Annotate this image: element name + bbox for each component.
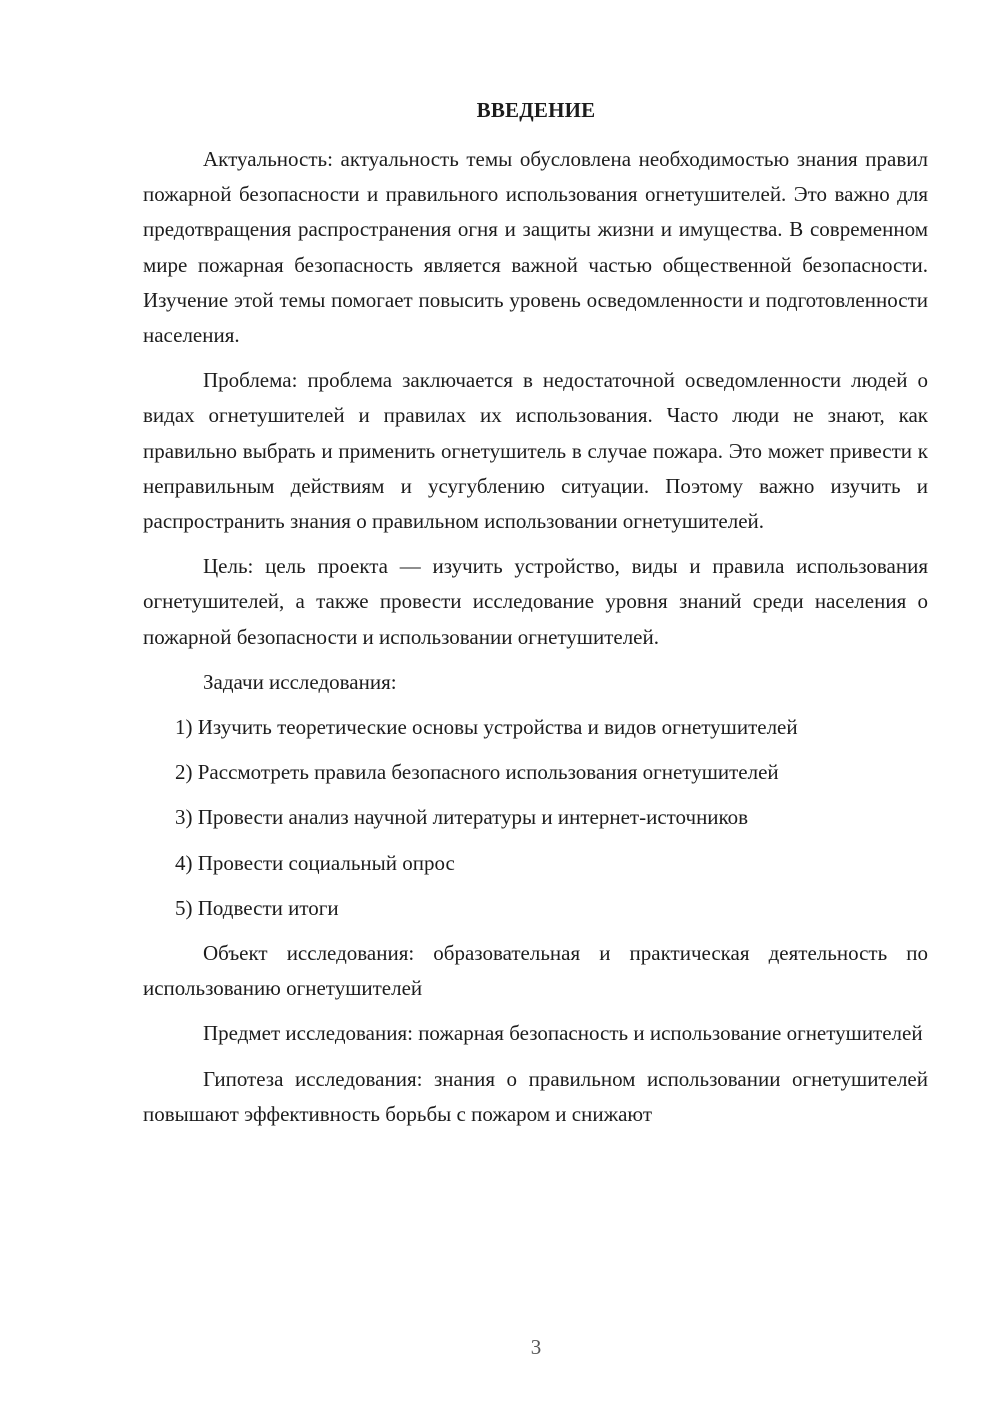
page-title: ВВЕДЕНИЕ [476, 98, 596, 122]
goal-paragraph: Цель: цель проекта — изучить устройство, виды и правила использования огнетушителей, а также провести исследование уровня знаний среди населения о пожарной безопасности и использовании огнетушителей. [143, 554, 928, 649]
object-paragraph: Объект исследования: образовательная и практическая деятельность по использованию огнетушителей [143, 941, 928, 1001]
page-number: 3 [530, 1335, 542, 1359]
document-body [143, 142, 928, 1142]
task-item: 1) Изучить теоретические основы устройства и видов огнетушителей [175, 715, 798, 740]
task-item: 3) Провести анализ научной литературы и интернет-источников [175, 805, 749, 830]
problem-paragraph: Проблема: проблема заключается в недостаточной осведомленности людей о видах огнетушителей и правилах их использования. Часто люди не знают, как правильно выбрать и применить огнетушитель в случае пожара. Это может привести к неправильным действиям и усугублению ситуации. Поэтому важно изучить и распространить знания о правильном использовании огнетушителей. [143, 368, 928, 534]
tasks-list [143, 710, 928, 926]
task-item: 4) Провести социальный опрос [175, 850, 455, 875]
hypothesis-paragraph: Гипотеза исследования: знания о правильном использовании огнетушителей повышают эффективность борьбы с пожаром и снижают [143, 1066, 928, 1126]
task-item: 2) Рассмотреть правила безопасного использования огнетушителей [175, 760, 779, 785]
tasks-title: Задачи исследования: [203, 669, 397, 694]
task-item: 5) Подвести итоги [175, 895, 339, 920]
relevance-paragraph: Актуальность: актуальность темы обусловлена необходимостью знания правил пожарной безопасности и правильного использования огнетушителей. Это важно для предотвращения распространения огня и защиты жизни и имущества. В современном мире пожарная безопасность является важной частью общественной безопасности. Изучение этой темы помогает повысить уровень осведомленности и подготовленности населения. [143, 147, 928, 348]
subject-paragraph: Предмет исследования: пожарная безопасность и использование огнетушителей [203, 1021, 923, 1046]
